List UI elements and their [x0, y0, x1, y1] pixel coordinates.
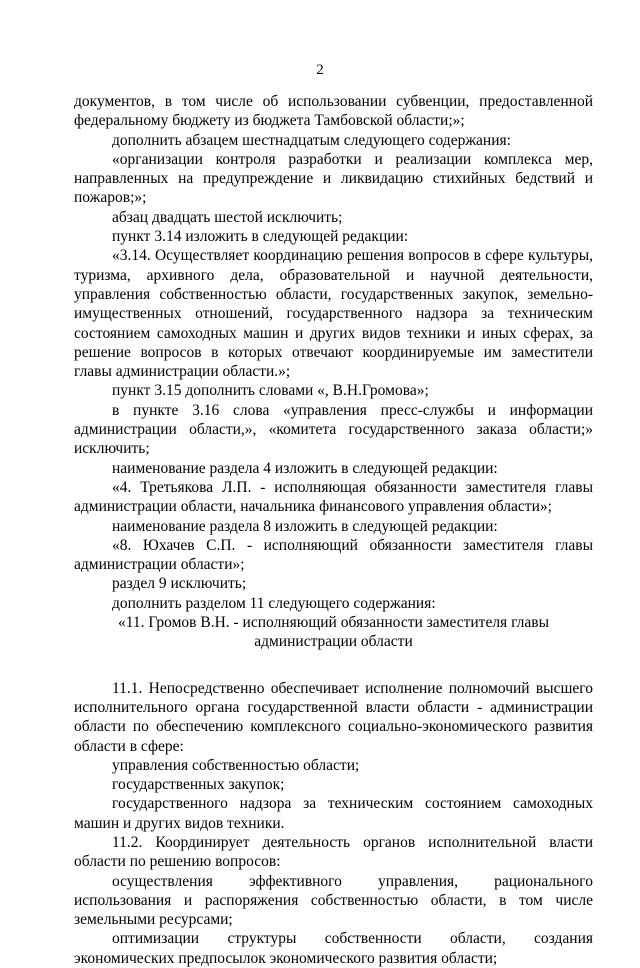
section-paragraph: государственного надзора за техническим состоянием самоходных машин и других видов техники.: [74, 795, 593, 832]
paragraph: наименование раздела 4 изложить в следующей редакции:: [112, 459, 498, 477]
section-paragraph: 11.1. Непосредственно обеспечивает исполнение полномочий высшего исполнительного органа государственной власти области - администрации области по обеспечению комплексного социально-экономического развития области в сфере:: [74, 679, 593, 755]
paragraph: «3.14. Осуществляет координацию решения вопросов в сфере культуры, туризма, архивного дела, образовательной и научной деятельности, управления собственностью области, государственных закупок, земельно-имущественных отношений, государственного надзора за техническим состоянием самоходных машин и других видов техники и иных сферах, за решение вопросов в которых отвечают координируемые им заместители главы администрации области.»;: [74, 247, 593, 381]
section-heading-line-1: «11. Громов В.Н. - исполняющий обязанности заместителя главы: [118, 614, 549, 632]
section-paragraph: управления собственностью области;: [112, 756, 360, 774]
paragraph: абзац двадцать шестой исключить;: [112, 208, 343, 226]
section-paragraph: осуществления эффективного управления, рационального использования и распоряжения собственностью области, в том числе земельными ресурсами;: [74, 872, 593, 929]
paragraph: пункт 3.14 изложить в следующей редакции:: [112, 228, 409, 246]
section-paragraph: государственных закупок;: [112, 776, 285, 794]
paragraph: раздел 9 исключить;: [112, 575, 247, 593]
section-paragraph: оптимизации структуры собственности области, создания экономических предпосылок экономического развития области;: [74, 930, 593, 967]
paragraph: документов, в том числе об использовании субвенции, предоставленной федеральному бюджету из бюджета Тамбовской области;»;: [74, 93, 593, 130]
paragraph: в пункте 3.16 слова «управления пресс-службы и информации администрации области,», «комитета государственного заказа области;» исключить;: [74, 401, 593, 458]
paragraph: наименование раздела 8 изложить в следующей редакции:: [112, 517, 498, 535]
section-heading-line-2: администрации области: [254, 633, 413, 651]
section-paragraph: 11.2. Координирует деятельность органов исполнительной власти области по решению вопросов:: [74, 833, 593, 871]
page-number: 2: [316, 62, 324, 78]
paragraph: «8. Юхачев С.П. - исполняющий обязанности заместителя главы администрации области»;: [74, 536, 593, 574]
paragraph: дополнить разделом 11 следующего содержания:: [112, 594, 436, 612]
paragraph: «организации контроля разработки и реализации комплекса мер, направленных на предупреждение и ликвидацию стихийных бедствий и пожаров;»;: [74, 150, 593, 207]
paragraph: дополнить абзацем шестнадцатым следующего содержания:: [112, 131, 511, 149]
paragraph: пункт 3.15 дополнить словами «, В.Н.Громова»;: [112, 382, 429, 400]
blank-line: [74, 652, 593, 679]
paragraph: «4. Третьякова Л.П. - исполняющая обязанности заместителя главы администрации области, начальника финансового управления области»;: [74, 478, 593, 516]
document-body: [74, 92, 593, 968]
